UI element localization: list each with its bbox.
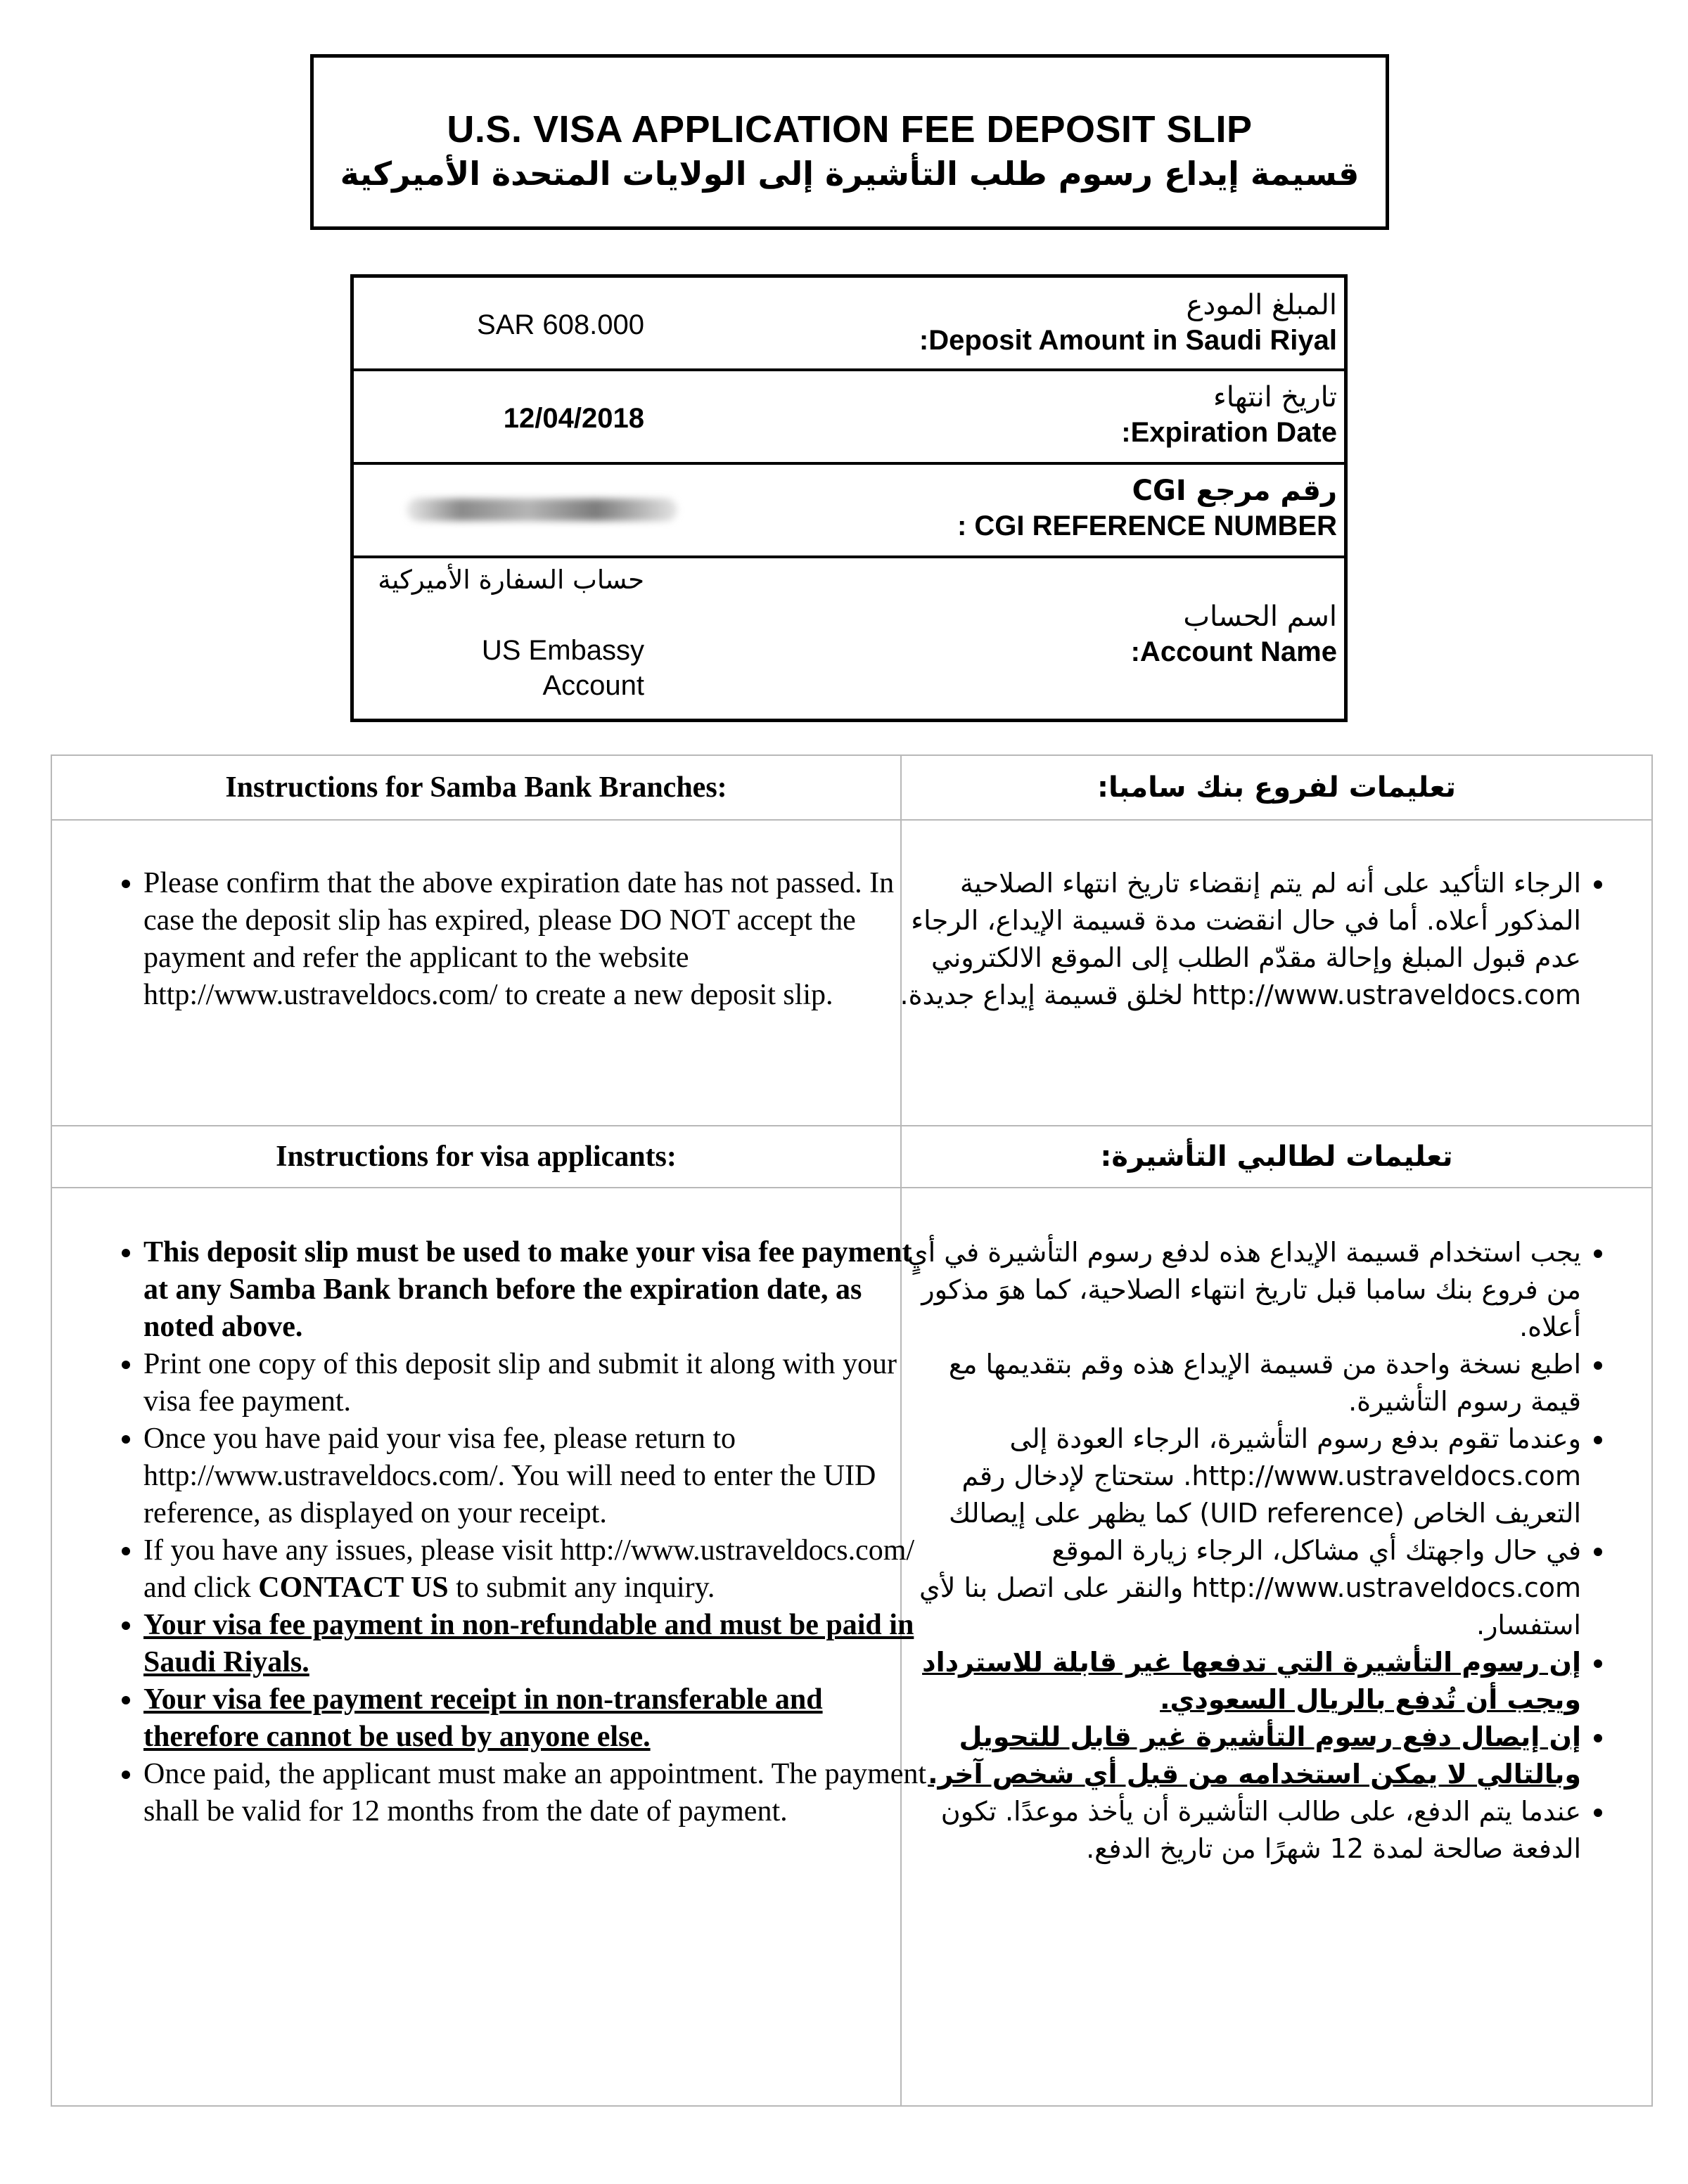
applicant-instructions-en-list	[101, 1234, 938, 1830]
redacted-reference-number	[407, 499, 677, 521]
row-divider	[52, 819, 1651, 821]
expiration-label-en: :Expiration Date	[1121, 417, 1337, 448]
bank-instructions-header-ar: تعليمات لفروع بنك سامبا:	[1097, 771, 1456, 804]
instructions-table	[51, 754, 1653, 2107]
list-item: • Print one copy of this deposit slip and submit it along with your visa fee payment.	[143, 1346, 938, 1420]
deposit-amount-label-en: :Deposit Amount in Saudi Riyal	[919, 325, 1337, 356]
list-item: • Your visa fee payment in non-refundable and must be paid in Saudi Riyals.	[143, 1607, 938, 1681]
deposit-amount-label	[919, 288, 1337, 358]
list-item: • إن رسوم التأشيرة التي تدفعها غير قابلة للاسترداد ويجب أن تُدفع بالريال السعودي.	[892, 1644, 1581, 1719]
expiration-label-ar: تاريخ انتهاء	[1213, 381, 1337, 413]
list-item: • عندما يتم الدفع، على طالب التأشيرة أن يأخذ موعدًا. تكون الدفعة صالحة لمدة 12 شهرًا من تاريخ الدفع.	[892, 1793, 1581, 1868]
account-name-label	[1131, 599, 1337, 669]
deposit-amount-value: SAR 608.000	[477, 309, 644, 340]
list-item: • Once you have paid your visa fee, please return to http://www.ustraveldocs.com/. You will need to enter the UID reference, as displayed on your receipt.	[143, 1420, 938, 1532]
applicant-instructions-ar-list	[892, 1234, 1623, 1868]
list-item: • Once paid, the applicant must make an appointment. The payment shall be valid for 12 months from the date of payment.	[143, 1756, 938, 1830]
applicant-instructions-header-en: Instructions for visa applicants:	[276, 1141, 677, 1173]
applicant-instructions-header-ar: تعليمات لطالبي التأشيرة:	[1100, 1141, 1453, 1173]
account-name-label-ar: اسم الحساب	[1183, 600, 1337, 633]
list-item: • Please confirm that the above expiration date has not passed. In case the deposit slip has expired, please DO NOT accept the payment and refer the applicant to the website http://www.ustraveldocs.com/ to create a new deposit slip.	[143, 865, 938, 1014]
expiration-label	[1121, 380, 1337, 450]
list-item: • إن إيصال دفع رسوم التأشيرة غير قابل للتحويل وبالتالي لا يمكن استخدامه من قبل أي شخص آخر.	[892, 1719, 1581, 1793]
title-box	[310, 54, 1389, 230]
cgi-reference-label-en: : CGI REFERENCE NUMBER	[957, 510, 1337, 541]
account-name-value-en-line2: Account	[542, 670, 644, 701]
list-item: • وعندما تقوم بدفع رسوم التأشيرة، الرجاء العودة إلى http://www.ustraveldocs.com. ستحتاج لإدخال رقم التعريف الخاص (UID reference) كما يظهر على إيصالك	[892, 1420, 1581, 1532]
title-english: U.S. VISA APPLICATION FEE DEPOSIT SLIP	[447, 108, 1253, 150]
row-divider	[52, 1125, 1651, 1126]
list-item: • في حال واجهتك أي مشاكل، الرجاء زيارة الموقع http://www.ustraveldocs.com والنقر على اتصل بنا لأي استفسار.	[892, 1532, 1581, 1644]
row-divider	[52, 1187, 1651, 1188]
list-item: • Your visa fee payment receipt in non-transferable and therefore cannot be used by anyone else.	[143, 1681, 938, 1756]
deposit-amount-label-ar: المبلغ المودع	[1186, 289, 1337, 321]
bank-instructions-header-en: Instructions for Samba Bank Branches:	[225, 771, 727, 804]
inquiry-text: to submit any inquiry.	[448, 1572, 715, 1604]
account-name-label-en: :Account Name	[1130, 636, 1337, 667]
account-name-value-ar: حساب السفارة الأميركية	[378, 565, 644, 595]
list-item: • الرجاء التأكيد على أنه لم يتم إنقضاء تاريخ انتهاء الصلاحية المذكور أعلاه. أما في حال انقضت مدة قسيمة الإيداع، الرجاء عدم قبول المبلغ وإحالة مقدّم الطلب إلى الموقع الالكتروني http://www.ustraveldocs.com لخلق قسيمة إيداع جديدة.	[892, 865, 1581, 1014]
cgi-reference-row	[354, 465, 1344, 558]
cgi-reference-label	[957, 473, 1337, 544]
bank-instructions-en-list	[101, 865, 938, 1014]
bank-instructions-ar-list	[892, 865, 1623, 1014]
deposit-info-table	[350, 274, 1348, 722]
issues-text: If you have any issues, please visit http://www.ustraveldocs.com/ and click	[143, 1534, 915, 1604]
account-name-row	[354, 558, 1344, 719]
list-item: • يجب استخدام قسيمة الإيداع هذه لدفع رسوم التأشيرة في أيٍ من فروع بنك سامبا قبل تاريخ انتهاء الصلاحية، كما هوَ مذكور أعلاه.	[892, 1234, 1581, 1346]
deposit-amount-row	[354, 278, 1344, 371]
title-arabic: قسيمة إيداع رسوم طلب التأشيرة إلى الولايات المتحدة الأميركية	[340, 155, 1360, 193]
expiration-value: 12/04/2018	[503, 403, 644, 434]
cgi-reference-label-ar: رقم مرجع CGI	[1132, 475, 1337, 507]
list-item	[143, 1532, 938, 1607]
expiration-row	[354, 371, 1344, 465]
contact-us-text: CONTACT US	[258, 1572, 449, 1604]
list-item: • اطبع نسخة واحدة من قسيمة الإيداع هذه وقم بتقديمها مع قيمة رسوم التأشيرة.	[892, 1346, 1581, 1420]
account-name-value-en-line1: US Embassy	[481, 635, 644, 666]
list-item: • This deposit slip must be used to make your visa fee payment at any Samba Bank branch before the expiration date, as noted above.	[143, 1234, 938, 1346]
account-name-value	[378, 563, 644, 703]
